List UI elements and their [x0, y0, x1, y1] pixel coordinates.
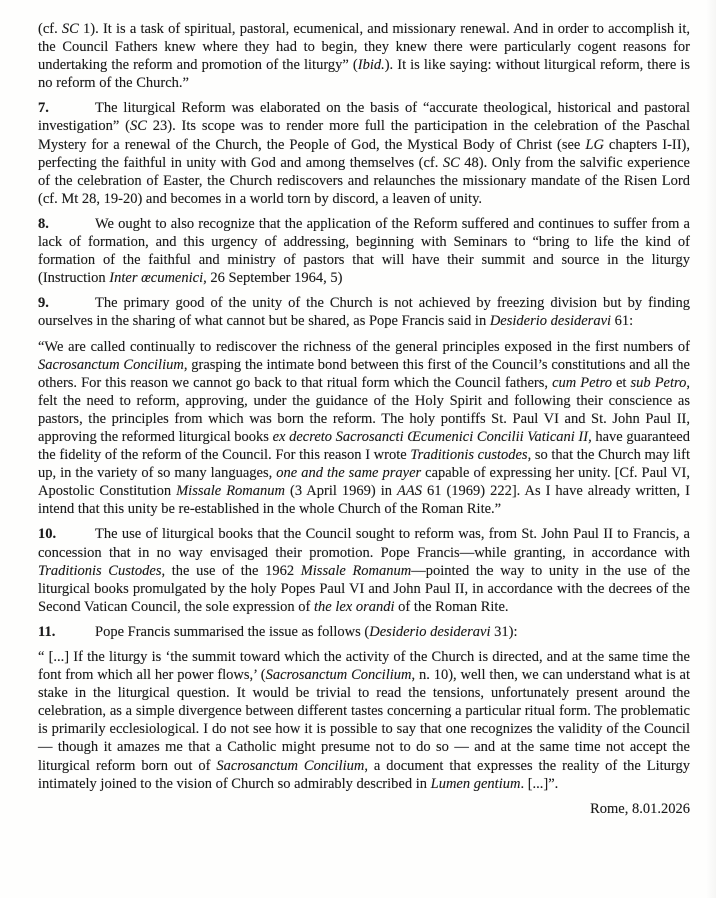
text-run: , 26 September 1964, 5) — [203, 270, 343, 287]
text-run: Ibid. — [357, 57, 385, 74]
text-run: et — [611, 374, 631, 391]
text-run: Traditionis custodes — [410, 447, 528, 464]
date-line: Rome, 8.01.2026 — [590, 800, 690, 817]
paragraph-number: 10. — [38, 526, 57, 543]
paragraph-number: 7. — [38, 100, 49, 117]
text-run: . [...]”. — [520, 775, 559, 792]
text-run: LG — [585, 136, 604, 153]
text-run: The liturgical Reform was elaborated on the basis of “accurate theological, historical and pastoral investigation” ( — [38, 100, 690, 135]
text-run: , grasping the intimate bond between this first of the Council’s constitutions and all the others. For this reason we cannot go back to that ritual form which the Council fathers, — [38, 356, 690, 391]
text-run: have guaranteed the fidelity of the reform of the Council. For this reason I wrote — [38, 428, 690, 464]
text-run: 48). Only from the salvific experience of the celebration of Easter, the Church rediscovers and relaunches the missionary mandate of the Risen Lord (cf. Mt 28, 19-20) and becomes in a world torn by discord, a leaven of unity. — [38, 154, 690, 207]
text-run: —pointed the way to unity in the use of the liturgical books promulgated by the holy Popes Paul VI and John Paul II, in accordance with the decrees of the Second Vatican Council, the sole expression of — [38, 562, 690, 615]
text-run: Sacrosanctum Concilium — [265, 667, 412, 684]
text-run: cum Petro — [552, 374, 612, 391]
text-run: , a document that expresses the reality of the Liturgy intimately joined to the vision of Church so admirably described in — [38, 757, 690, 792]
text-run: 23). Its scope was to render more full the participation in the celebration of the Paschal Mystery for a renewal of the Church, the People of God, the Mystical Body of Christ (see — [38, 118, 691, 153]
text-run: ). It is like saying: without liturgical reform, there is no reform of the Church.” — [38, 57, 690, 92]
text-run: The use of liturgical books that the Council sought to reform was, from St. John Paul II to Francis, a concession that in no way envisaged their promotion. Pope Francis—while granting, in accordance with — [38, 526, 690, 561]
text-run: “ [...] If the liturgy is ‘the summit toward which the activity of the Church is directed, and at the same time the font from which all her power flows,’ ( — [38, 649, 690, 684]
text-run: ex decreto Sacrosancti Œcumenici Concilii Vaticani II, — [272, 428, 592, 445]
text-run: , so that the Church may lift up, in the variety of so many languages, — [38, 447, 690, 482]
paragraph-9 — [38, 294, 690, 330]
paragraph-8 — [38, 215, 690, 287]
text-run: Missale Romanum — [300, 562, 412, 579]
text-run: 61: — [611, 313, 634, 330]
quote-desiderio-61 — [38, 338, 690, 519]
text-run: Traditionis Custodes — [38, 562, 162, 579]
paragraph-continuation — [38, 20, 690, 92]
paragraph-number: 8. — [38, 215, 49, 232]
text-run: , the use of the 1962 — [161, 562, 301, 579]
text-run: We ought to also recognize that the application of the Reform suffered and continues to suffer from a lack of formation, and this urgency of addressing, beginning with Seminars to “bring to life the kind of formation of the faithful and ministry of pastors that will have their summit and source in the liturgy (Instruction — [38, 215, 690, 287]
text-run: , felt the need to reform, approving, under the guidance of the Holy Spirit and following their conscience as pastors, the principles from which was born the reform. The holy pontiffs St. Paul VI and St. John Paul II, approving the reformed liturgical books — [38, 374, 691, 445]
text-run: Pope Francis summarised the issue as follows ( — [95, 623, 370, 640]
text-run: of the Roman Rite. — [394, 598, 509, 615]
text-run: Sacrosanctum Concilium — [38, 356, 184, 373]
text-run: Desiderio desideravi — [369, 623, 491, 640]
text-run: “We are called continually to rediscover the richness of the general principles exposed in the first numbers of — [38, 338, 690, 355]
text-run: SC — [61, 21, 79, 37]
text-run: sub Petro — [630, 374, 687, 391]
text-run: Lumen gentium — [430, 775, 521, 792]
text-run: AAS — [396, 483, 422, 500]
paragraph-11 — [38, 623, 690, 641]
text-run: (3 April 1969) in — [285, 483, 397, 500]
text-run: SC — [130, 118, 147, 135]
paragraph-number: 9. — [38, 295, 49, 312]
text-run: 31): — [490, 623, 518, 640]
text-run: chapters I-II), perfecting the faithful in unity with God and among themselves (cf. — [38, 136, 691, 171]
text-run: (cf. — [38, 21, 62, 37]
document-body — [38, 20, 690, 793]
text-run: one and the same prayer — [276, 465, 422, 482]
text-run: SC — [442, 154, 460, 171]
paragraph-10 — [38, 525, 690, 615]
text-run: Missale Romanum — [176, 483, 285, 500]
text-run: capable of expressing her unity. [Cf. Paul VI, Apostolic Constitution — [38, 465, 691, 500]
text-run: , n. 10), well then, we can understand what is at stake in the liturgical question. It would be trivial to read the tensions, unfortunately present around the celebration, as a simple divergence between different tastes concerning a particular ritual form. The problematic is primarily ecclesiological. I do not see how it is possible to say that one recognizes the validity of the Council — though it amazes me that a Catholic might presume not to do so — and at the same time not accept the liturgical reform born out of — [38, 667, 690, 774]
text-run: 61 (1969) 222]. As I have already written, I intend that this unity be re-established in the whole Church of the Roman Rite.” — [38, 483, 690, 518]
text-run: the lex orandi — [313, 598, 395, 615]
paragraph-7 — [38, 99, 690, 208]
text-run: Sacrosanctum Concilium — [216, 757, 365, 774]
text-run: 1). It is a task of spiritual, pastoral, ecumenical, and missionary renewal. And in order to accomplish it, the Council Fathers knew where they had to begin, they knew there were particularly cogent reasons for undertaking the reform and promotion of the liturgy” ( — [38, 21, 690, 74]
text-run: The primary good of the unity of the Church is not achieved by freezing division but by finding ourselves in the sharing of what cannot but be shared, as Pope Francis said in — [38, 295, 690, 330]
quote-desiderio-31 — [38, 648, 690, 793]
paragraph-number: 11. — [38, 623, 56, 640]
text-run: Inter œcumenici — [109, 270, 204, 287]
text-run: Desiderio desideravi — [489, 313, 612, 330]
